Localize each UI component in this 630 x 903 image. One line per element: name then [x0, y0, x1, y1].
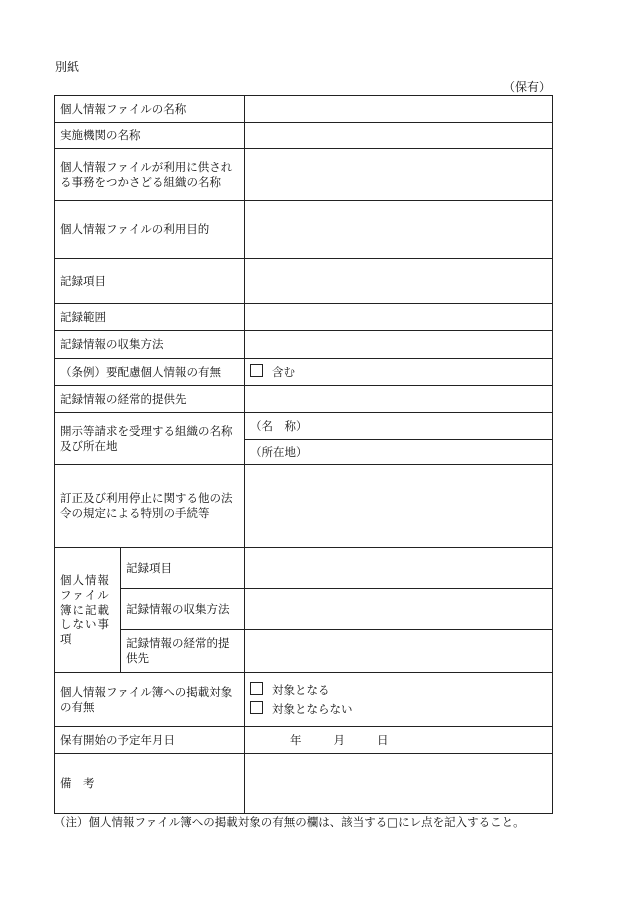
sensitive-info-checkbox[interactable] [250, 364, 263, 377]
row-not-in-registry-record-items [55, 548, 553, 589]
purpose-field[interactable] [245, 201, 553, 259]
sensitive-info-option-label: 含む [272, 365, 295, 380]
sub-regular-provision-label: 記録情報の経常的提供先 [121, 630, 245, 673]
row-purpose [55, 201, 553, 259]
registry-yes-label: 対象となる [272, 683, 330, 698]
remarks-label: 備 考 [55, 754, 245, 814]
purpose-label: 個人情報ファイルの利用目的 [55, 201, 245, 259]
footer-note: （注）個人情報ファイル簿への掲載対象の有無の欄は、該当する□にレ点を記入すること。 [54, 815, 525, 829]
record-items-field[interactable] [245, 259, 553, 304]
file-name-label: 個人情報ファイルの名称 [55, 96, 245, 123]
registry-listing-label: 個人情報ファイル簿への掲載対象の有無 [55, 673, 245, 727]
registry-option-no [250, 700, 547, 718]
registry-listing-field [245, 673, 553, 727]
start-date-label: 保有開始の予定年月日 [55, 727, 245, 754]
sub-collection-method-field[interactable] [245, 589, 553, 630]
sensitive-info-label: （条例）要配慮個人情報の有無 [55, 359, 245, 386]
agency-name-label: 実施機関の名称 [55, 123, 245, 149]
row-record-scope [55, 304, 553, 331]
record-scope-label: 記録範囲 [55, 304, 245, 331]
row-not-in-registry-provision [55, 630, 553, 673]
row-regular-provision [55, 386, 553, 413]
row-sensitive-info [55, 359, 553, 386]
disclosure-org-label: 開示等請求を受理する組織の名称及び所在地 [55, 413, 245, 465]
row-not-in-registry-collection [55, 589, 553, 630]
record-items-label: 記録項目 [55, 259, 245, 304]
remarks-field[interactable] [245, 754, 553, 814]
sensitive-info-field [245, 359, 553, 386]
row-agency-name [55, 123, 553, 149]
row-collection-method [55, 331, 553, 359]
not-in-registry-label: 個人情報ファイル簿に記載しない事項 [55, 548, 121, 673]
collection-method-label: 記録情報の収集方法 [55, 331, 245, 359]
date-day-label: 日 [377, 732, 389, 747]
registry-no-checkbox[interactable] [250, 701, 263, 714]
row-record-items [55, 259, 553, 304]
org-name-field[interactable] [245, 149, 553, 201]
agency-name-field[interactable] [245, 123, 553, 149]
personal-info-file-form [54, 95, 553, 814]
sub-collection-method-label: 記録情報の収集方法 [121, 589, 245, 630]
disclosure-name-field[interactable]: （名 称） [245, 413, 553, 440]
regular-provision-field[interactable] [245, 386, 553, 413]
sub-regular-provision-field[interactable] [245, 630, 553, 673]
registry-yes-checkbox[interactable] [250, 682, 263, 695]
collection-method-field[interactable] [245, 331, 553, 359]
row-org-name [55, 149, 553, 201]
date-month-label: 月 [333, 732, 345, 747]
special-procedure-field[interactable] [245, 465, 553, 548]
row-remarks [55, 754, 553, 814]
row-special-procedure [55, 465, 553, 548]
org-name-label: 個人情報ファイルが利用に供される事務をつかさどる組織の名称 [55, 149, 245, 201]
attachment-label: 別紙 [55, 60, 80, 74]
row-registry-listing [55, 673, 553, 727]
holding-label: （保有） [502, 80, 551, 94]
file-name-field[interactable] [245, 96, 553, 123]
record-scope-field[interactable] [245, 304, 553, 331]
special-procedure-label: 訂正及び利用停止に関する他の法令の規定による特別の手続等 [55, 465, 245, 548]
start-date-field[interactable] [245, 727, 553, 754]
date-year-label: 年 [290, 732, 302, 747]
registry-option-yes [250, 681, 547, 699]
row-file-name [55, 96, 553, 123]
sub-record-items-field[interactable] [245, 548, 553, 589]
registry-no-label: 対象とならない [272, 701, 353, 716]
regular-provision-label: 記録情報の経常的提供先 [55, 386, 245, 413]
disclosure-address-field[interactable]: （所在地） [245, 440, 553, 465]
sub-record-items-label: 記録項目 [121, 548, 245, 589]
row-disclosure-name [55, 413, 553, 440]
row-start-date [55, 727, 553, 754]
